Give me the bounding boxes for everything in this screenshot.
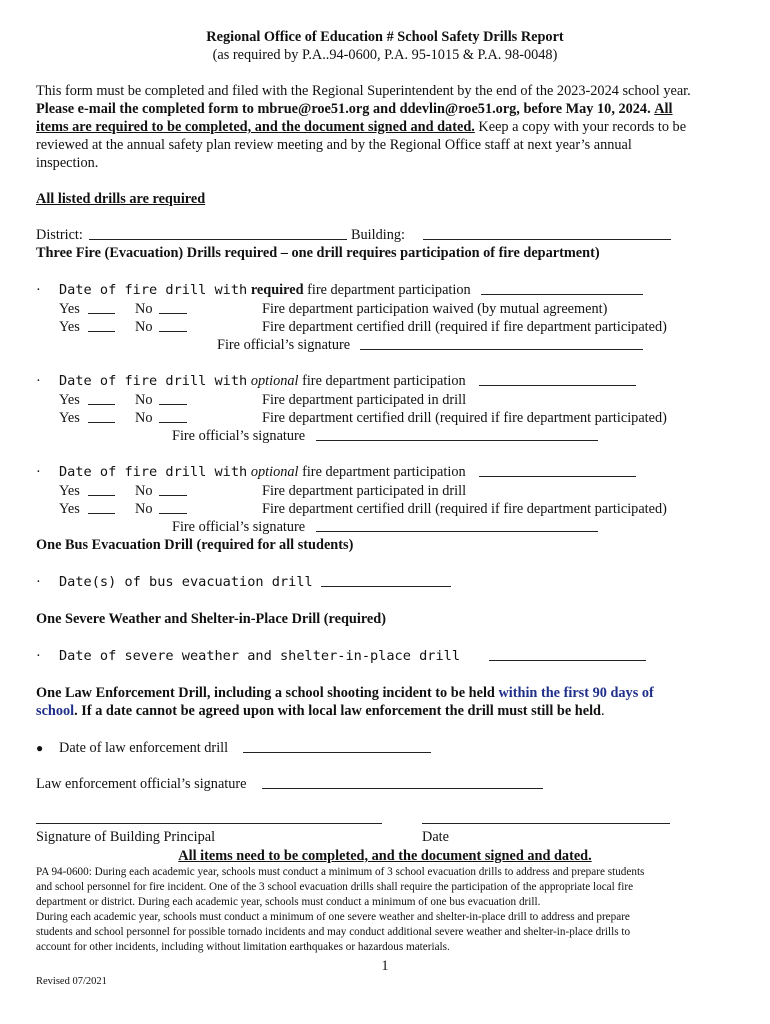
fire-section-heading: Three Fire (Evacuation) Drills required – one drill requires participation of fire department) <box>36 245 600 261</box>
fire-drill-2-row-1: Fire department participated in drill <box>262 392 467 408</box>
fire-drill-3-date-field[interactable] <box>479 476 636 477</box>
bus-drill-label: Date(s) of bus evacuation drill <box>59 574 313 590</box>
fire-drill-2-label: Date of fire drill with optional fire department participation <box>59 373 466 389</box>
bus-drill-date-field[interactable] <box>321 586 451 587</box>
fire-drill-3-row-2: Fire department certified drill (required if fire department participated) <box>262 501 667 517</box>
no-label: No <box>135 319 153 335</box>
principal-signature-field[interactable] <box>36 823 382 824</box>
yes-label: Yes <box>59 483 80 499</box>
form-title: Regional Office of Education # School Safety Drills Report <box>206 29 564 45</box>
intro-line-1: This form must be completed and filed with the Regional Superintendent by the end of the 2023-2024 school year. <box>36 83 691 99</box>
all-drills-required: All listed drills are required <box>36 191 206 207</box>
intro-line-3: items are required to be completed, and the document signed and dated. Keep a copy with your records to be <box>36 119 687 135</box>
bullet: · <box>36 574 41 590</box>
intro-line-2: Please e-mail the completed form to mbrue@roe51.org and ddevlin@roe51.org, before May 10, 2024. All <box>36 101 673 117</box>
law-signature-field[interactable] <box>262 788 543 789</box>
fire-drill-1-row-2: Fire department certified drill (required if fire department participated) <box>262 319 667 335</box>
fire-drill-3-label: Date of fire drill with optional fire department participation <box>59 464 466 480</box>
yes-label: Yes <box>59 301 80 317</box>
intro-line-4: reviewed at the annual safety plan review meeting and by the Regional Office staff at next year’s annual <box>36 137 632 153</box>
yes-label: Yes <box>59 501 80 517</box>
revised-date: Revised 07/2021 <box>36 976 107 987</box>
no-label: No <box>135 410 153 426</box>
fire-drill-3-row-1: Fire department participated in drill <box>262 483 467 499</box>
principal-date-field[interactable] <box>422 823 670 824</box>
fire-drill-1-signature-field[interactable] <box>360 349 643 350</box>
weather-drill-label: Date of severe weather and shelter-in-place drill <box>59 648 461 664</box>
fire-drill-2-row-2: Fire department certified drill (required if fire department participated) <box>262 410 667 426</box>
intro-line-5: inspection. <box>36 155 99 171</box>
fire-drill-3-certified-yes-field[interactable] <box>88 513 115 514</box>
completion-reminder: All items need to be completed, and the document signed and dated. <box>178 848 592 864</box>
no-label: No <box>135 483 153 499</box>
no-label: No <box>135 501 153 517</box>
no-label: No <box>135 301 153 317</box>
fire-drill-1-waived-yes-field[interactable] <box>88 313 115 314</box>
fire-drill-3-participated-no-field[interactable] <box>159 495 187 496</box>
fire-drill-2-certified-yes-field[interactable] <box>88 422 115 423</box>
fire-drill-2-date-field[interactable] <box>479 385 636 386</box>
note-line-5: students and school personnel for possible tornado incidents and may conduct additional severe weather and shelter-in-place drills to <box>36 926 631 938</box>
law-drill-date-label: Date of law enforcement drill <box>59 740 229 756</box>
yes-label: Yes <box>59 319 80 335</box>
fire-drill-1-waived-no-field[interactable] <box>159 313 187 314</box>
fire-drill-1-signature-label: Fire official’s signature <box>217 337 351 353</box>
fire-drill-1-certified-yes-field[interactable] <box>88 331 115 332</box>
fire-drill-2-certified-no-field[interactable] <box>159 422 187 423</box>
fire-drill-2-participated-yes-field[interactable] <box>88 404 115 405</box>
district-label: District: <box>36 227 83 243</box>
fire-drill-3-signature-field[interactable] <box>316 531 598 532</box>
note-line-6: account for other incidents, including without limitation earthquakes or hazardous materials. <box>36 941 450 953</box>
bus-section-heading: One Bus Evacuation Drill (required for all students) <box>36 537 354 553</box>
law-section-heading-1: One Law Enforcement Drill, including a school shooting incident to be held within the first 90 days of <box>36 685 654 701</box>
note-line-2: and school personnel for fire incident. One of the 3 school evacuation drills shall require the participation of the appropriate local fire <box>36 881 634 893</box>
page-number: 1 <box>381 958 389 974</box>
yes-label: Yes <box>59 410 80 426</box>
note-line-1: PA 94-0600: During each academic year, schools must conduct a minimum of 3 school evacuation drills to address and prepare students <box>36 866 645 878</box>
weather-drill-date-field[interactable] <box>489 660 646 661</box>
fire-drill-3-signature-label: Fire official’s signature <box>172 519 306 535</box>
bullet: · <box>36 464 41 480</box>
bullet: · <box>36 282 41 298</box>
fire-drill-2-participated-no-field[interactable] <box>159 404 187 405</box>
fire-drill-2-signature-label: Fire official’s signature <box>172 428 306 444</box>
yes-label: Yes <box>59 392 80 408</box>
fire-drill-1-certified-no-field[interactable] <box>159 331 187 332</box>
district-field[interactable] <box>89 239 347 240</box>
principal-signature-label: Signature of Building Principal <box>36 829 216 845</box>
law-signature-label: Law enforcement official’s signature <box>36 776 247 792</box>
note-line-3: department or district. During each academic year, schools must conduct a minimum of one bus evacuation drill. <box>36 896 541 908</box>
fire-drill-1-row-1: Fire department participation waived (by mutual agreement) <box>262 301 608 317</box>
no-label: No <box>135 392 153 408</box>
weather-section-heading: One Severe Weather and Shelter-in-Place Drill (required) <box>36 611 386 627</box>
fire-drill-2-signature-field[interactable] <box>316 440 598 441</box>
bullet: · <box>36 648 41 664</box>
bullet: · <box>36 373 41 389</box>
law-section-heading-2: school. If a date cannot be agreed upon with local law enforcement the drill must still be held. <box>36 703 605 719</box>
bullet: ● <box>36 741 44 755</box>
form-subtitle: (as required by P.A..94-0600, P.A. 95-1015 & P.A. 98-0048) <box>212 47 558 63</box>
law-drill-date-field[interactable] <box>243 752 431 753</box>
note-line-4: During each academic year, schools must conduct a minimum of one severe weather and shelter-in-place drill to address and prepare <box>36 911 630 923</box>
fire-drill-3-participated-yes-field[interactable] <box>88 495 115 496</box>
fire-drill-1-label: Date of fire drill with required fire department participation <box>59 282 471 298</box>
building-label: Building: <box>351 227 406 243</box>
building-field[interactable] <box>423 239 671 240</box>
fire-drill-1-date-field[interactable] <box>481 294 643 295</box>
fire-drill-3-certified-no-field[interactable] <box>159 513 187 514</box>
principal-date-label: Date <box>422 829 449 845</box>
